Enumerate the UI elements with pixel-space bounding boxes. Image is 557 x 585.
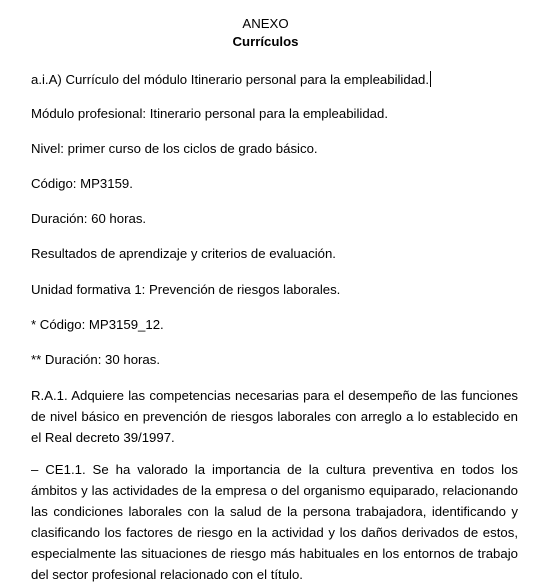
module-line: Módulo profesional: Itinerario personal para la empleabilidad. — [31, 106, 389, 121]
unit-code-line: * Código: MP3159_12. — [31, 317, 164, 332]
text-cursor — [430, 71, 431, 87]
evaluation-criterion-text: – CE1.1. Se ha valorado la importancia de la cultura preventiva en todos los ámbitos y las actividades de la empresa o del organismo equiparado, relacionando las condiciones laborales con la salud de la persona trabajadora, identificando y clasificando los factores de riesgo en la actividad y los daños derivados de estos, especialmente las situaciones de riesgo más habituales en los entornos de trabajo del sector profesional relacionado con el título. — [31, 462, 518, 582]
duration-line: Duración: 60 horas. — [31, 211, 147, 226]
curriculum-heading-text: a.i.A) Currículo del módulo Itinerario personal para la empleabilidad. — [31, 72, 430, 87]
results-heading-line: Resultados de aprendizaje y criterios de evaluación. — [31, 246, 336, 261]
learning-outcome-text: R.A.1. Adquiere las competencias necesarias para el desempeño de las funciones de nivel básico en prevención de riesgos laborales con arreglo a lo establecido en el Real decreto 39/1997. — [31, 388, 518, 445]
training-unit-line: Unidad formativa 1: Prevención de riesgos laborales. — [31, 282, 341, 297]
annex-title: ANEXO — [242, 16, 289, 31]
code-line: Código: MP3159. — [31, 176, 133, 191]
evaluation-criterion-paragraph — [15, 459, 518, 585]
learning-outcome-paragraph — [15, 385, 518, 448]
annex-subtitle: Currículos — [232, 34, 299, 49]
level-line: Nivel: primer curso de los ciclos de grado básico. — [31, 141, 318, 156]
unit-duration-line: ** Duración: 30 horas. — [31, 352, 161, 367]
curriculum-heading-line[interactable] — [31, 71, 431, 87]
